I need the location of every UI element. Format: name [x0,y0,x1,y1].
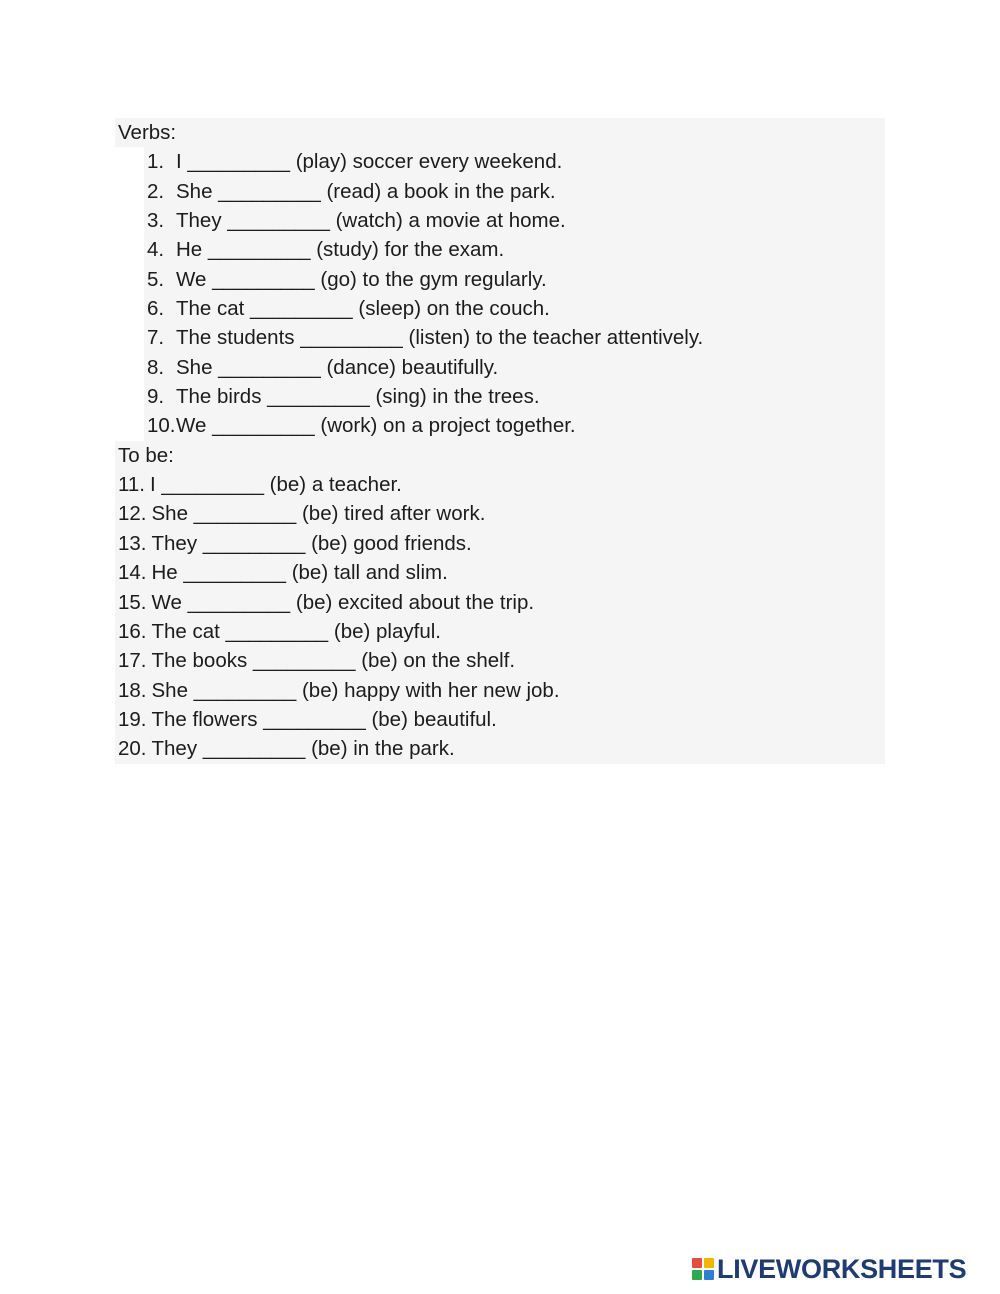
item-text: The students _________ (listen) to the teacher attentively. [176,326,704,350]
item-text: I _________ (be) a teacher. [149,473,402,497]
item-text: He _________ (study) for the exam. [176,238,505,262]
item-text: She _________ (dance) beautifully. [176,355,499,379]
to-be-heading: To be: [115,441,885,470]
list-item [115,676,885,705]
item-text: I _________ (play) soccer every weekend. [176,150,563,174]
item-number: 12. [118,502,147,526]
item-number: 9. [147,385,165,409]
list-item [115,734,885,763]
item-number: 13. [118,531,147,555]
list-item [115,323,885,352]
list-item [115,235,885,264]
item-text: She _________ (be) happy with her new job. [151,678,560,702]
item-number: 8. [147,355,165,379]
logo-square [704,1270,714,1280]
item-text: He _________ (be) tall and slim. [151,561,448,585]
item-number: 10. [147,414,176,438]
verbs-heading: Verbs: [115,118,885,147]
logo-square [692,1258,702,1268]
item-number: 19. [118,707,147,731]
list-item [115,529,885,558]
item-number: 3. [147,209,165,233]
item-number: 2. [147,179,165,203]
logo-square [692,1270,702,1280]
list-item [115,177,885,206]
list-item [115,499,885,528]
worksheet [115,118,885,764]
item-text: She _________ (be) tired after work. [151,502,486,526]
list-item [115,646,885,675]
liveworksheets-logo-icon [692,1258,714,1280]
item-text: We _________ (go) to the gym regularly. [176,267,547,291]
item-number: 16. [118,619,147,643]
list-item [115,147,885,176]
item-number: 17. [118,649,147,673]
item-number: 15. [118,590,147,614]
item-text: The cat _________ (be) playful. [151,619,441,643]
item-number: 6. [147,297,165,321]
item-number: 18. [118,678,147,702]
list-item [115,206,885,235]
verbs-section [115,118,885,441]
item-text: They _________ (be) good friends. [151,531,472,555]
item-text: The flowers _________ (be) beautiful. [151,707,497,731]
list-item [115,411,885,440]
item-text: The cat _________ (sleep) on the couch. [176,297,550,321]
to-be-section [115,441,885,764]
item-text: We _________ (work) on a project together. [176,414,576,438]
item-text: They _________ (watch) a movie at home. [176,209,566,233]
list-item [115,353,885,382]
logo-text: LIVEWORKSHEETS [717,1253,967,1284]
item-number: 20. [118,737,147,761]
item-number: 1. [147,150,165,174]
item-text: The birds _________ (sing) in the trees. [176,385,540,409]
item-number: 5. [147,267,165,291]
list-item [115,705,885,734]
list-item [115,294,885,323]
item-number: 14. [118,561,147,585]
logo-square [704,1258,714,1268]
item-text: We _________ (be) excited about the trip. [151,590,535,614]
list-item [115,558,885,587]
list-item [115,470,885,499]
item-text: They _________ (be) in the park. [151,737,455,761]
list-item [115,382,885,411]
list-item [115,265,885,294]
liveworksheets-logo [692,1255,966,1283]
list-item [115,617,885,646]
item-text: She _________ (read) a book in the park. [176,179,556,203]
item-number: 7. [147,326,165,350]
item-text: The books _________ (be) on the shelf. [151,649,516,673]
list-item [115,588,885,617]
item-number: 11. [118,473,145,497]
item-number: 4. [147,238,165,262]
